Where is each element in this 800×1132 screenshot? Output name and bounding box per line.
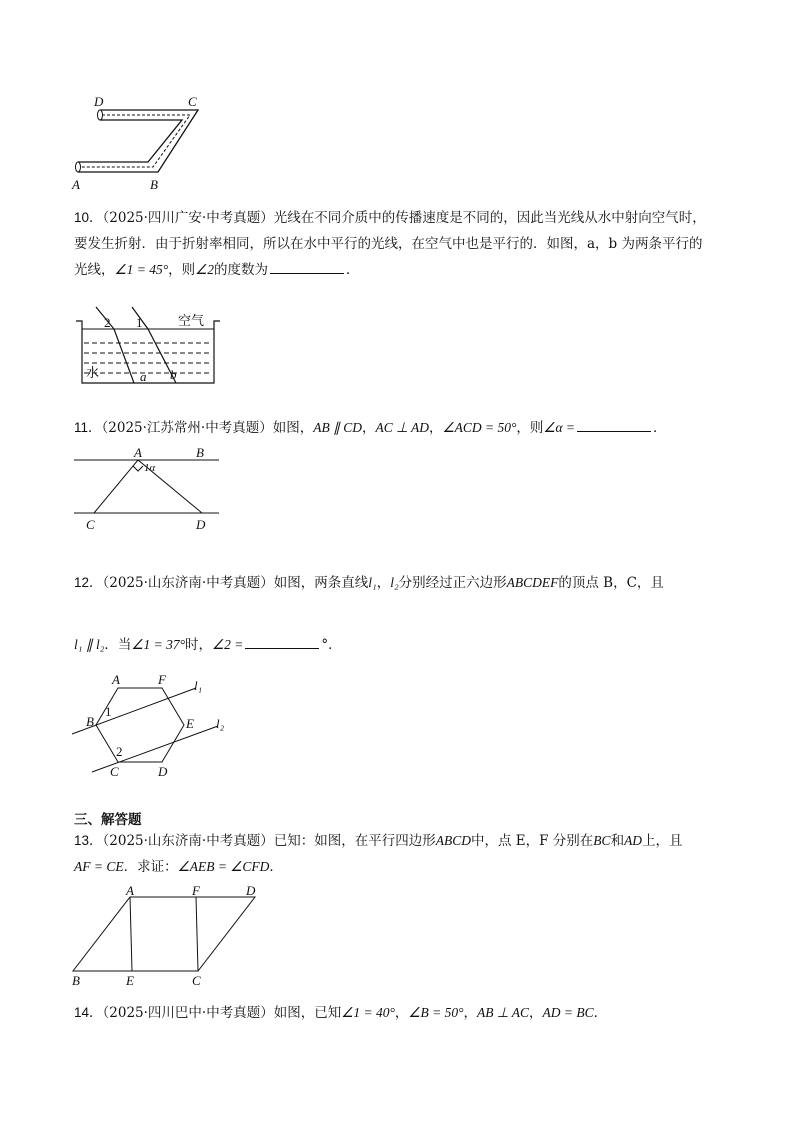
q11-source: （2025·江苏常州·中考真题） — [101, 420, 273, 436]
fig10-label-2: 2 — [104, 315, 111, 330]
fig12-label-2: 2 — [116, 744, 123, 759]
fig13-label-e: E — [126, 973, 134, 988]
q12-l1: l₁ — [368, 575, 377, 590]
q11-ac-perp-ad: AC ⊥ AD — [375, 420, 429, 435]
q13-abcd: ABCD — [435, 833, 471, 848]
fig13-label-f: F — [192, 883, 200, 898]
q13-bc: BC — [593, 833, 611, 848]
q10-line3 — [74, 257, 740, 283]
pipe-end-top — [98, 110, 103, 120]
fig12-label-1: 1 — [105, 704, 112, 719]
q12-angle2: ∠2 = — [212, 637, 244, 652]
fig10-label-a: a — [140, 369, 147, 384]
q12-source: （2025·山东济南·中考真题） — [102, 575, 274, 591]
q14-ad-eq-bc: AD = BC — [542, 1005, 594, 1020]
fig11-label-c: C — [86, 517, 95, 532]
q12-hexagon: ABCDEF — [506, 575, 559, 590]
hexagon-abcdef — [96, 688, 184, 762]
q12-end: °． — [321, 637, 342, 653]
fig12-label-e: E — [186, 716, 194, 731]
question-13 — [74, 828, 740, 880]
fig13-label-b: B — [72, 973, 80, 988]
q13-text-4: 上，且 — [642, 833, 683, 849]
fig9-label-b: B — [150, 177, 158, 192]
q11-sep-1: ， — [361, 420, 376, 436]
question-14 — [74, 1000, 740, 1026]
q11-angle-acd: ∠ACD = 50° — [442, 420, 517, 435]
q13-text-5: ．求证： — [123, 859, 178, 875]
q12-parallel: l₁ ∥ l₂ — [74, 637, 105, 652]
q11-number: 11． — [74, 420, 102, 435]
fig11-label-alpha: 1α — [144, 462, 156, 474]
q12-text-2: 分别经过正六边形 — [398, 575, 507, 591]
q13-condition: AF = CE — [74, 859, 124, 874]
question-10 — [74, 205, 740, 283]
q13-end: ． — [269, 859, 283, 875]
parallelogram-abcd — [73, 897, 255, 971]
q10-angle1: ∠1 = 45° — [114, 262, 169, 277]
pipe-outer — [78, 110, 198, 172]
q10-text-3b: ，则 — [168, 262, 196, 278]
fig10-label-1: 1 — [136, 315, 143, 330]
q11-sep-2: ， — [428, 420, 443, 436]
q13-text-2: 中，点 E，F 分别在 — [470, 833, 594, 849]
pipe-figure — [70, 92, 210, 192]
q10-text-3d: ． — [345, 262, 360, 278]
q14-source: （2025·四川巴中·中考真题） — [102, 1005, 274, 1021]
fig12-label-a: A — [112, 672, 120, 687]
q10-angle2: ∠2 — [195, 262, 214, 277]
q11-text-1: 如图， — [272, 420, 314, 436]
hexagon-figure — [70, 670, 240, 780]
q11-text-2: ，则 — [516, 420, 544, 436]
q12-number: 12． — [74, 575, 103, 590]
fig10-label-air: 空气 — [178, 313, 205, 328]
q12-text-3: 的顶点 B，C，且 — [558, 575, 664, 591]
fig11-label-b: B — [196, 445, 204, 460]
q13-text-1: 已知：如图，在平行四边形 — [273, 833, 436, 849]
q14-sep-1: ， — [394, 1005, 409, 1021]
q12-angle1: ∠1 = 37° — [131, 637, 186, 652]
fig9-label-d: D — [94, 94, 104, 109]
refraction-figure — [74, 305, 234, 385]
fig10-label-b: b — [170, 367, 177, 382]
q11-answer-blank[interactable] — [577, 417, 651, 432]
fig9-label-c: C — [188, 94, 197, 109]
pipe-dashed — [80, 115, 190, 167]
fig13-label-c: C — [192, 973, 201, 988]
q13-goal: ∠AEB = ∠CFD — [177, 859, 270, 874]
fig12-label-f: F — [158, 672, 166, 687]
fig12-label-l2: l₂ — [216, 716, 225, 731]
q10-line1 — [74, 205, 740, 231]
q10-line2: 要发生折射．由于折射率相同，所以在水中平行的光线，在空气中也是平行的．如图，a，b 为两条平行的 — [74, 236, 703, 252]
q10-answer-blank[interactable] — [270, 259, 344, 274]
segment-fc — [196, 897, 198, 971]
q11-end: ． — [653, 420, 667, 436]
question-12 — [74, 570, 740, 596]
q14-number: 14． — [74, 1005, 103, 1020]
q10-text-3c: 的度数为 — [213, 262, 268, 278]
right-angle-mark — [133, 466, 143, 471]
q14-angle-b: ∠B = 50° — [408, 1005, 464, 1020]
ray-a — [96, 307, 134, 383]
q12-text-1: 如图，两条直线 — [273, 575, 369, 591]
segment-ae — [130, 897, 132, 971]
q14-text-1: 如图，已知 — [273, 1005, 342, 1021]
q13-line1 — [74, 828, 740, 854]
q10-source: （2025·四川广安·中考真题） — [102, 210, 274, 226]
q14-sep-2: ， — [463, 1005, 477, 1021]
q13-source: （2025·山东济南·中考真题） — [102, 833, 274, 849]
fig12-label-d: D — [158, 764, 168, 779]
q10-number: 10． — [74, 210, 103, 225]
q14-angle1: ∠1 = 40° — [341, 1005, 395, 1020]
fig10-label-water: 水 — [86, 365, 100, 380]
fig13-label-d: D — [246, 883, 256, 898]
question-11 — [74, 415, 740, 441]
pipe-inner — [78, 120, 182, 162]
q13-number: 13． — [74, 833, 103, 848]
question-12-line2 — [74, 632, 740, 658]
q13-text-3: 和 — [610, 833, 625, 849]
q10-text-3a: 光线， — [74, 262, 115, 278]
q11-angle-alpha: ∠α = — [543, 420, 576, 435]
q10-text-1: 光线在不同介质中的传播速度是不同的，因此当光线从水中射向空气时， — [273, 210, 706, 226]
q12-l2: l₂ — [390, 575, 399, 590]
q13-ad: AD — [624, 833, 643, 848]
q11-ab-parallel-cd: AB ∥ CD — [313, 420, 362, 435]
q14-ab-perp-ac: AB ⊥ AC — [476, 1005, 529, 1020]
fig13-label-a: A — [126, 883, 134, 898]
pipe-end-bottom — [76, 162, 81, 172]
q12-sep: ， — [376, 575, 391, 591]
section-heading: 三、解答题 — [74, 812, 142, 828]
fig12-label-l1: l₁ — [194, 678, 203, 693]
fig11-label-d: D — [196, 517, 206, 532]
fig12-label-b: B — [86, 714, 94, 729]
fig12-label-c: C — [110, 764, 119, 779]
q12-text-5: 时， — [185, 637, 213, 653]
q12-answer-blank[interactable] — [245, 634, 319, 649]
q12-text-4: ．当 — [104, 637, 132, 653]
parallel-lines-figure — [74, 445, 224, 535]
q14-end: ． — [593, 1005, 608, 1021]
q13-line2 — [74, 854, 740, 880]
fig9-label-a: A — [72, 177, 80, 192]
parallelogram-figure — [70, 883, 270, 988]
q14-sep-3: ， — [528, 1005, 543, 1021]
fig11-label-a: A — [134, 445, 142, 460]
